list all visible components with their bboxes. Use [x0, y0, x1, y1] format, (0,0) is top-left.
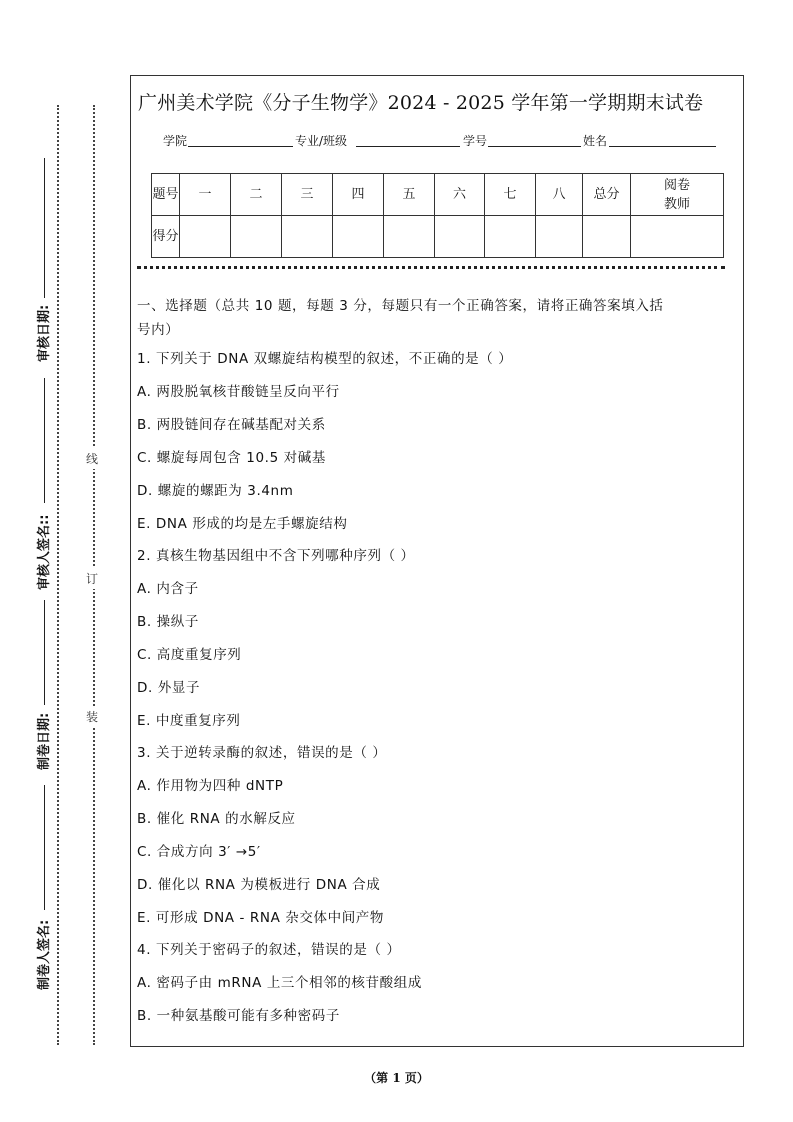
approve-date-line [44, 158, 45, 298]
score-cell[interactable] [180, 216, 231, 258]
approver-signature-label: 审核人签名:: [37, 514, 52, 590]
score-cell[interactable] [333, 216, 384, 258]
college-field[interactable] [188, 146, 293, 147]
score-row-label: 得分 [152, 216, 180, 258]
exam-title: 广州美术学院《分子生物学》2024 - 2025 学年第一学期期末试卷 [138, 92, 704, 114]
question-2-option-e: E. 中度重复序列 [137, 713, 241, 729]
approver-signature-line [44, 378, 45, 503]
binding-dotted-line-outer [57, 105, 59, 1045]
score-col-5: 五 [384, 174, 435, 216]
question-3-stem: 3. 关于逆转录酶的叙述，错误的是（ ） [137, 745, 387, 761]
question-4-option-b: B. 一种氨基酸可能有多种密码子 [137, 1008, 340, 1024]
score-col-6: 六 [435, 174, 485, 216]
score-col-1: 一 [180, 174, 231, 216]
score-cell[interactable] [282, 216, 333, 258]
score-col-grader: 阅卷教师 [631, 174, 724, 216]
section-separator [137, 266, 725, 269]
question-2-option-d: D. 外显子 [137, 680, 201, 696]
student-id-field[interactable] [488, 146, 581, 147]
make-date-label: 制卷日期: [37, 712, 52, 770]
score-cell[interactable] [435, 216, 485, 258]
question-1-option-b: B. 两股链间存在碱基配对关系 [137, 417, 326, 433]
binding-char-zhuang: 装 [86, 706, 98, 727]
question-1-option-e: E. DNA 形成的均是左手螺旋结构 [137, 516, 348, 532]
name-label: 姓名 [583, 134, 608, 148]
name-field[interactable] [609, 146, 716, 147]
score-cell-grader[interactable] [631, 216, 724, 258]
approve-date-label: 审核日期: [37, 304, 52, 362]
score-col-8: 八 [536, 174, 583, 216]
score-row-header: 题号 [152, 174, 180, 216]
score-col-total: 总分 [583, 174, 631, 216]
college-label: 学院 [163, 134, 188, 148]
question-3-option-c: C. 合成方向 3′ →5′ [137, 844, 261, 860]
score-cell-total[interactable] [583, 216, 631, 258]
question-4-option-a: A. 密码子由 mRNA 上三个相邻的核苷酸组成 [137, 975, 422, 991]
question-2-stem: 2. 真核生物基因组中不含下列哪种序列（ ） [137, 548, 415, 564]
question-1-option-d: D. 螺旋的螺距为 3.4nm [137, 483, 294, 499]
score-col-7: 七 [485, 174, 536, 216]
student-id-label: 学号 [463, 134, 488, 148]
score-col-4: 四 [333, 174, 384, 216]
maker-signature-line [44, 785, 45, 910]
binding-char-ding: 订 [86, 568, 98, 589]
score-cell[interactable] [485, 216, 536, 258]
section1-heading: 一、选择题（总共 10 题，每题 3 分，每题只有一个正确答案，请将正确答案填入括 [137, 298, 664, 314]
binding-char-xian: 线 [86, 448, 98, 469]
score-cell[interactable] [384, 216, 435, 258]
question-1-option-c: C. 螺旋每周包含 10.5 对碱基 [137, 450, 326, 466]
make-date-line [44, 600, 45, 705]
page-number: （第 1 页） [364, 1071, 429, 1085]
score-table [151, 173, 724, 258]
score-col-2: 二 [231, 174, 282, 216]
question-2-option-c: C. 高度重复序列 [137, 647, 242, 663]
major-class-label: 专业/班级 [295, 134, 348, 148]
question-1-option-a: A. 两股脱氧核苷酸链呈反向平行 [137, 384, 340, 400]
question-3-option-a: A. 作用物为四种 dNTP [137, 778, 284, 794]
score-cell[interactable] [536, 216, 583, 258]
question-2-option-a: A. 内含子 [137, 581, 199, 597]
section1-heading-cont: 号内） [137, 322, 180, 338]
question-4-stem: 4. 下列关于密码子的叙述，错误的是（ ） [137, 942, 401, 958]
score-col-3: 三 [282, 174, 333, 216]
score-cell[interactable] [231, 216, 282, 258]
major-class-field[interactable] [356, 146, 460, 147]
question-3-option-b: B. 催化 RNA 的水解反应 [137, 811, 296, 827]
question-2-option-b: B. 操纵子 [137, 614, 199, 630]
question-1-stem: 1. 下列关于 DNA 双螺旋结构模型的叙述，不正确的是（ ） [137, 351, 513, 367]
question-3-option-d: D. 催化以 RNA 为模板进行 DNA 合成 [137, 877, 381, 893]
maker-signature-label: 制卷人签名: [37, 919, 52, 990]
question-3-option-e: E. 可形成 DNA - RNA 杂交体中间产物 [137, 910, 384, 926]
